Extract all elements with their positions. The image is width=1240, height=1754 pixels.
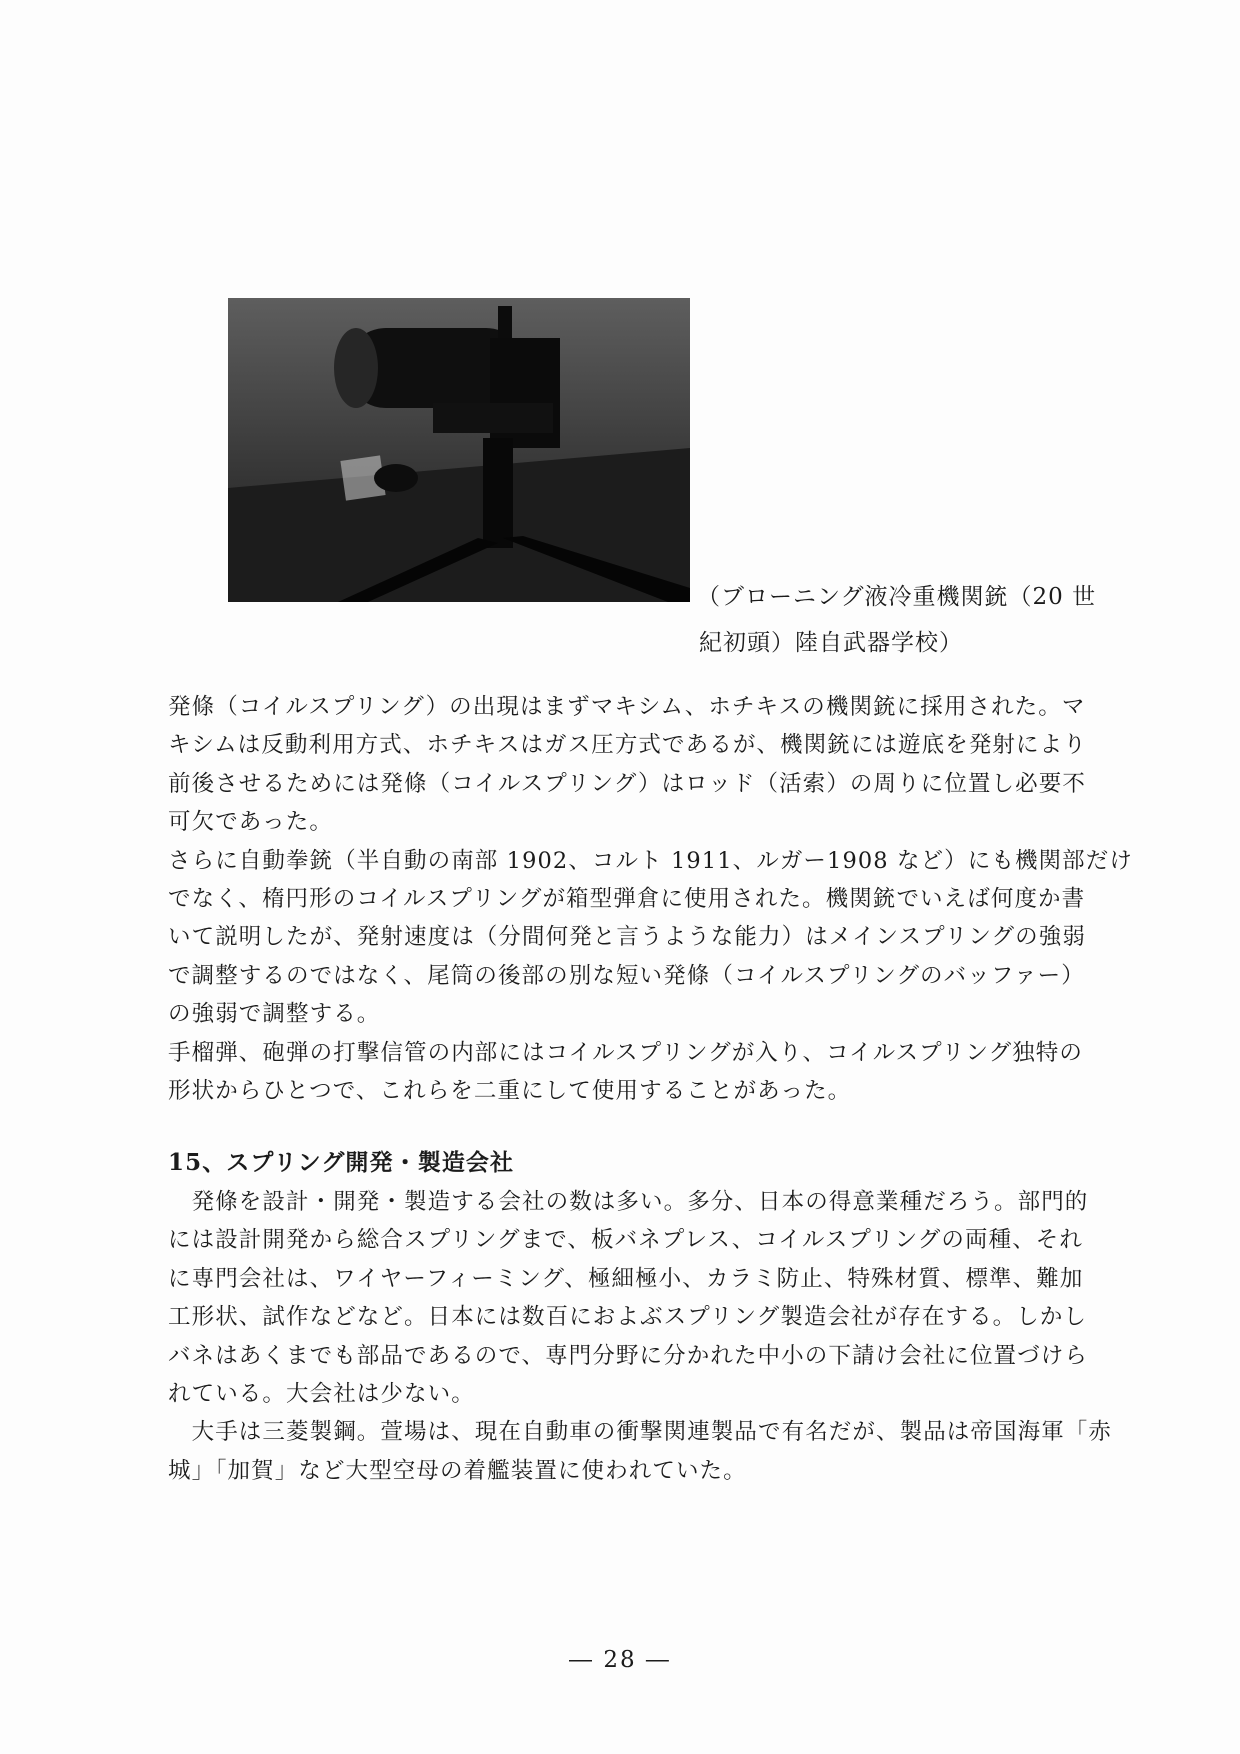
text-line: に専門会社は、ワイヤーフィーミング、極細極小、カラミ防止、特殊材質、標準、難加 [168,1265,1084,1292]
paragraph-spring-manufacturers [168,1183,1089,1413]
paragraph-fuze [168,1034,1084,1111]
text-line: 発條を設計・開発・製造する会社の数は多い。多分、日本の得意業種だろう。部門的 [168,1188,1089,1215]
machine-gun-photo [228,298,690,602]
text-line: 大手は三菱製鋼。萱場は、現在自動車の衝撃関連製品で有名だが、製品は帝国海軍「赤 [168,1419,1113,1446]
text-line: 工形状、試作などなど。日本には数百におよぶスプリング製造会社が存在する。しかし [168,1304,1088,1331]
text-line: でなく、楕円形のコイルスプリングが箱型弾倉に使用された。機関銃でいえば何度か書 [168,886,1086,913]
barrel-muzzle [334,328,378,408]
text-line: 可欠であった。 [168,809,333,836]
page-number: ― 28 ― [569,1647,671,1673]
paragraph-automatic-pistol [168,842,1133,1034]
gun-cradle [433,403,553,433]
text-line: さらに自動拳銃（半自動の南部 1902、コルト 1911、ルガー1908 など）にも機関部だけ [168,847,1133,874]
caption-line-2: 紀初頭）陸自武器学校） [699,630,963,656]
text-line: で調整するのではなく、尾筒の後部の別な短い発條（コイルスプリングのバッファー） [168,962,1085,989]
text-line: 城」「加賀」など大型空母の着艦装置に使われていた。 [168,1457,747,1484]
photo-caption [697,574,1096,666]
text-line: 形状からひとつで、これらを二重にして使用することがあった。 [168,1078,852,1105]
tripod-mount [483,438,513,548]
text-line: 手榴弾、砲弾の打撃信管の内部にはコイルスプリングが入り、コイルスプリング独特の [168,1039,1084,1066]
text-line: いて説明したが、発射速度は（分間何発と言うような能力）はメインスプリングの強弱 [168,924,1086,951]
text-line: れている。大会社は少ない。 [168,1380,475,1407]
text-line: キシムは反動利用方式、ホチキスはガス圧方式であるが、機関銃には遊底を発射により [168,732,1087,759]
photo-illustration [228,298,690,602]
hand-grip [374,464,418,492]
paragraph-major-companies [168,1413,1113,1490]
text-line: の強弱で調整する。 [168,1001,381,1028]
body-text [168,688,1133,1490]
text-line: 発條（コイルスプリング）の出現はまずマキシム、ホチキスの機関銃に採用された。マ [168,694,1086,720]
section-heading: 15、スプリング開発・製造会社 [168,1149,515,1177]
text-line: バネはあくまでも部品であるので、専門分野に分かれた中小の下請け会社に位置づけら [168,1342,1088,1369]
text-line: 前後させるためには発條（コイルスプリング）はロッド（活索）の周りに位置し必要不 [168,770,1086,797]
paragraph-coil-spring-intro [168,688,1087,842]
caption-line-1: （ブローニング液冷重機関銃（20 世 [697,584,1097,610]
section-spacer [168,1110,1072,1144]
text-line: には設計開発から総合スプリングまで、板バネプレス、コイルスプリングの両種、それ [168,1227,1084,1254]
